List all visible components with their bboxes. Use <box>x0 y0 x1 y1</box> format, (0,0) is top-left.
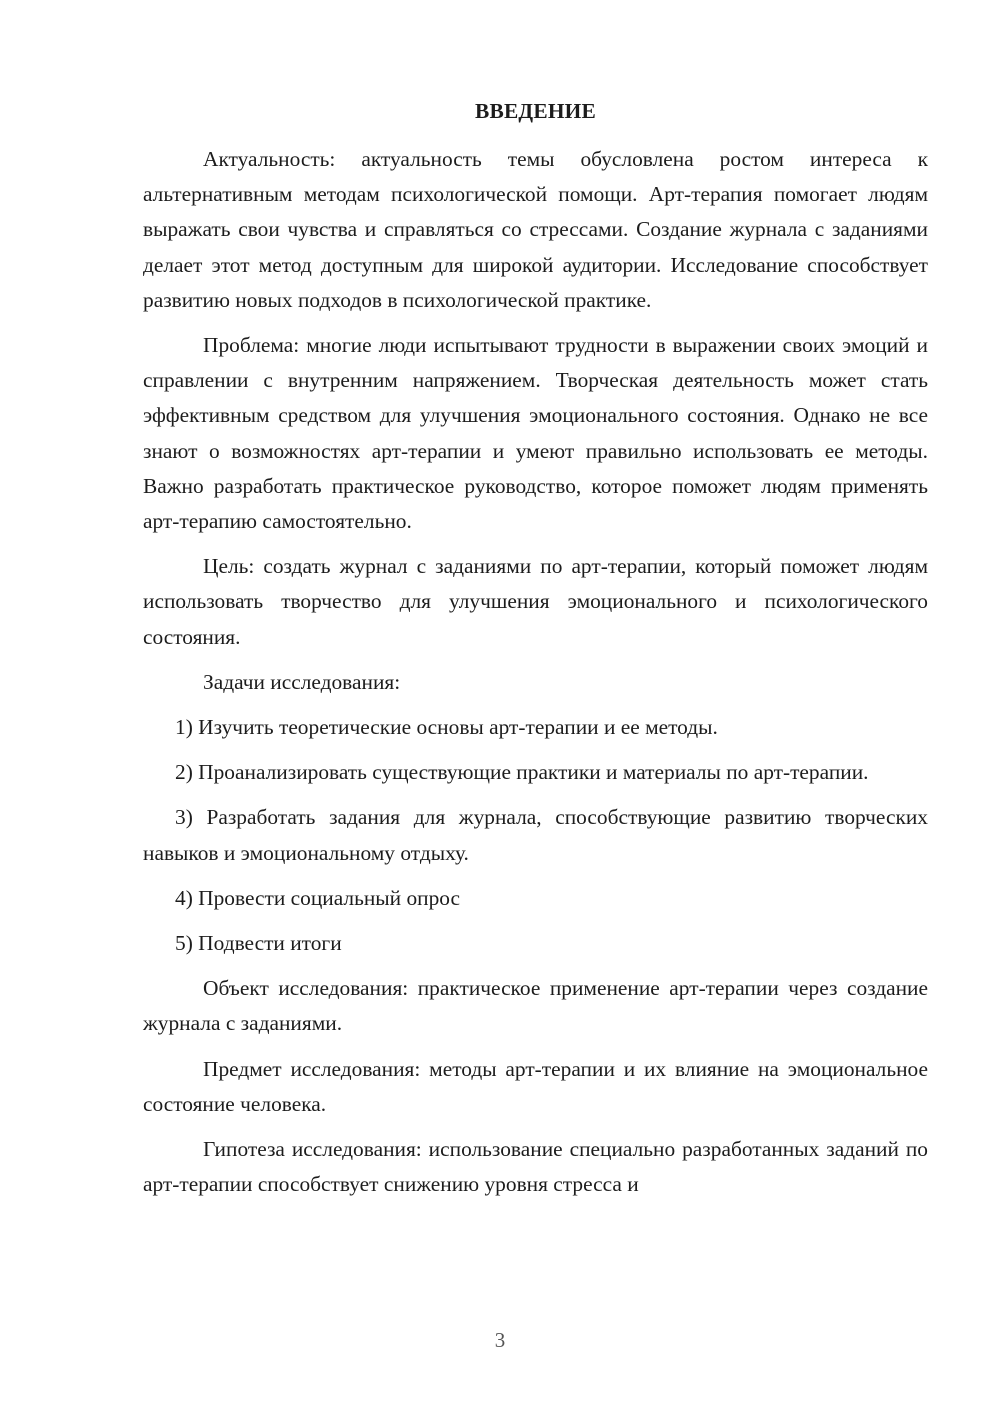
task-item-1: 1) Изучить теоретические основы арт-терапии и ее методы. <box>175 715 718 740</box>
task-item-5: 5) Подвести итоги <box>175 931 342 956</box>
page-number: 3 <box>494 1328 506 1352</box>
hypothesis-paragraph: Гипотеза исследования: использование специально разработанных заданий по арт-терапии способствует снижению уровня стресса и <box>143 1137 928 1197</box>
page-title: ВВЕДЕНИЕ <box>475 99 596 123</box>
object-paragraph: Объект исследования: практическое применение арт-терапии через создание журнала с заданиями. <box>143 976 928 1036</box>
task-item-3: 3) Разработать задания для журнала, способствующие развитию творческих навыков и эмоциональному отдыху. <box>143 805 928 865</box>
task-item-2: 2) Проанализировать существующие практики и материалы по арт-терапии. <box>175 760 869 785</box>
subject-paragraph: Предмет исследования: методы арт-терапии и их влияние на эмоциональное состояние человека. <box>143 1056 928 1116</box>
document-body <box>143 142 928 1212</box>
problem-paragraph: Проблема: многие люди испытывают трудности в выражении своих эмоций и справлении с внутренним напряжением. Творческая деятельность может стать эффективным средством для улучшения эмоционального состояния. Однако не все знают о возможностях арт-терапии и умеют правильно использовать ее методы. Важно разработать практическое руководство, которое поможет людям применять арт-терапию самостоятельно. <box>143 333 928 534</box>
relevance-paragraph: Актуальность: актуальность темы обусловлена ростом интереса к альтернативным методам психологической помощи. Арт-терапия помогает людям выражать свои чувства и справляться со стрессами. Создание журнала с заданиями делает этот метод доступным для широкой аудитории. Исследование способствует развитию новых подходов в психологической практике. <box>143 147 928 312</box>
goal-paragraph: Цель: создать журнал с заданиями по арт-терапии, который поможет людям использовать творчество для улучшения эмоционального и психологического состояния. <box>143 554 928 649</box>
tasks-title: Задачи исследования: <box>203 669 401 694</box>
task-item-4: 4) Провести социальный опрос <box>175 885 461 910</box>
